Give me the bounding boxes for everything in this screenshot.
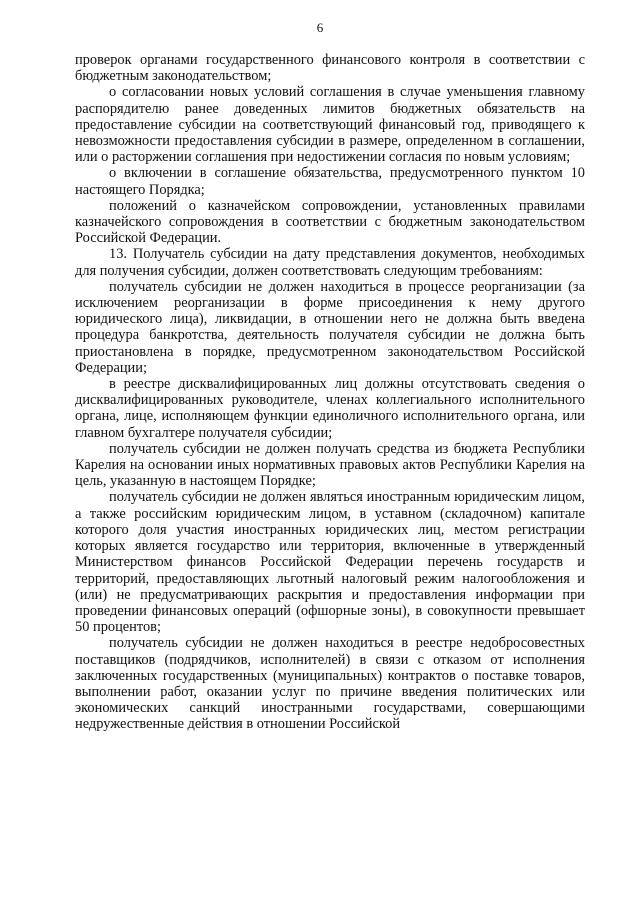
paragraph-obligation-point-10: о включении в соглашение обязательства, предусмотренного пунктом 10 настоящего Порядка; <box>75 165 585 198</box>
paragraph-item-13: 13. Получатель субсидии на дату представления документов, необходимых для получения субсидии, должен соответствовать следующим требованиям: <box>75 246 585 279</box>
paragraph-foreign-entity: получатель субсидии не должен являться иностранным юридическим лицом, а также российским юридическим лицом, в уставном (складочном) капитале которого доля участия иностранных юридических лиц, местом регистрации которых является государство или территория, включенные в утвержденный Министерством финансов Российской Федерации перечень государств и территорий, предоставляющих льготный налоговый режим налогообложения и (или) не предусматривающих раскрытия и предоставления информации при проведении финансовых операций (офшорные зоны), в совокупности превышает 50 процентов; <box>75 489 585 636</box>
paragraph-agreement-new-terms: о согласовании новых условий соглашения в случае уменьшения главному распорядителю ранее доведенных лимитов бюджетных обязательств на предоставление субсидии на соответствующий финансовый год, приводящего к невозможности предоставления субсидии в размере, определенном в соглашении, или о расторжении соглашения при недостижении согласия по новым условиям; <box>75 84 585 166</box>
paragraph-reorganization: получатель субсидии не должен находиться в процессе реорганизации (за исключением реорганизации в форме присоединения к нему другого юридического лица), ликвидации, в отношении него не должна быть введена процедура банкротства, деятельность получателя субсидии не должна быть приостановлена в порядке, предусмотренном законодательством Российской Федерации; <box>75 278 585 376</box>
paragraph-continuation: проверок органами государственного финансового контроля в соответствии с бюджетным законодательством; <box>75 52 585 85</box>
paragraph-disqualified-persons: в реестре дисквалифицированных лиц должны отсутствовать сведения о дисквалифицированных руководителе, членах коллегиального исполнительного органа, лице, исполняющем функции единоличного исполнительного органа, или главном бухгалтере получателя субсидии; <box>75 376 585 441</box>
paragraph-treasury-support: положений о казначейском сопровождении, установленных правилами казначейского сопровождения в соответствии с бюджетным законодательством Российской Федерации. <box>75 197 585 247</box>
paragraph-other-funds: получатель субсидии не должен получать средства из бюджета Республики Карелия на основании иных нормативных правовых актов Республики Карелия на цель, указанную в настоящем Порядке; <box>75 440 585 490</box>
document-body <box>75 52 585 733</box>
paragraph-unfair-suppliers: получатель субсидии не должен находиться в реестре недобросовестных поставщиков (подрядчиков, исполнителей) в связи с отказом от исполнения заключенных государственных (муниципальных) контрактов о поставке товаров, выполнении работ, оказании услуг по причине введения политических или экономических санкций иностранными государствами, совершающими недружественные действия в отношении Российской <box>75 635 585 733</box>
page-number: 6 <box>316 20 324 35</box>
